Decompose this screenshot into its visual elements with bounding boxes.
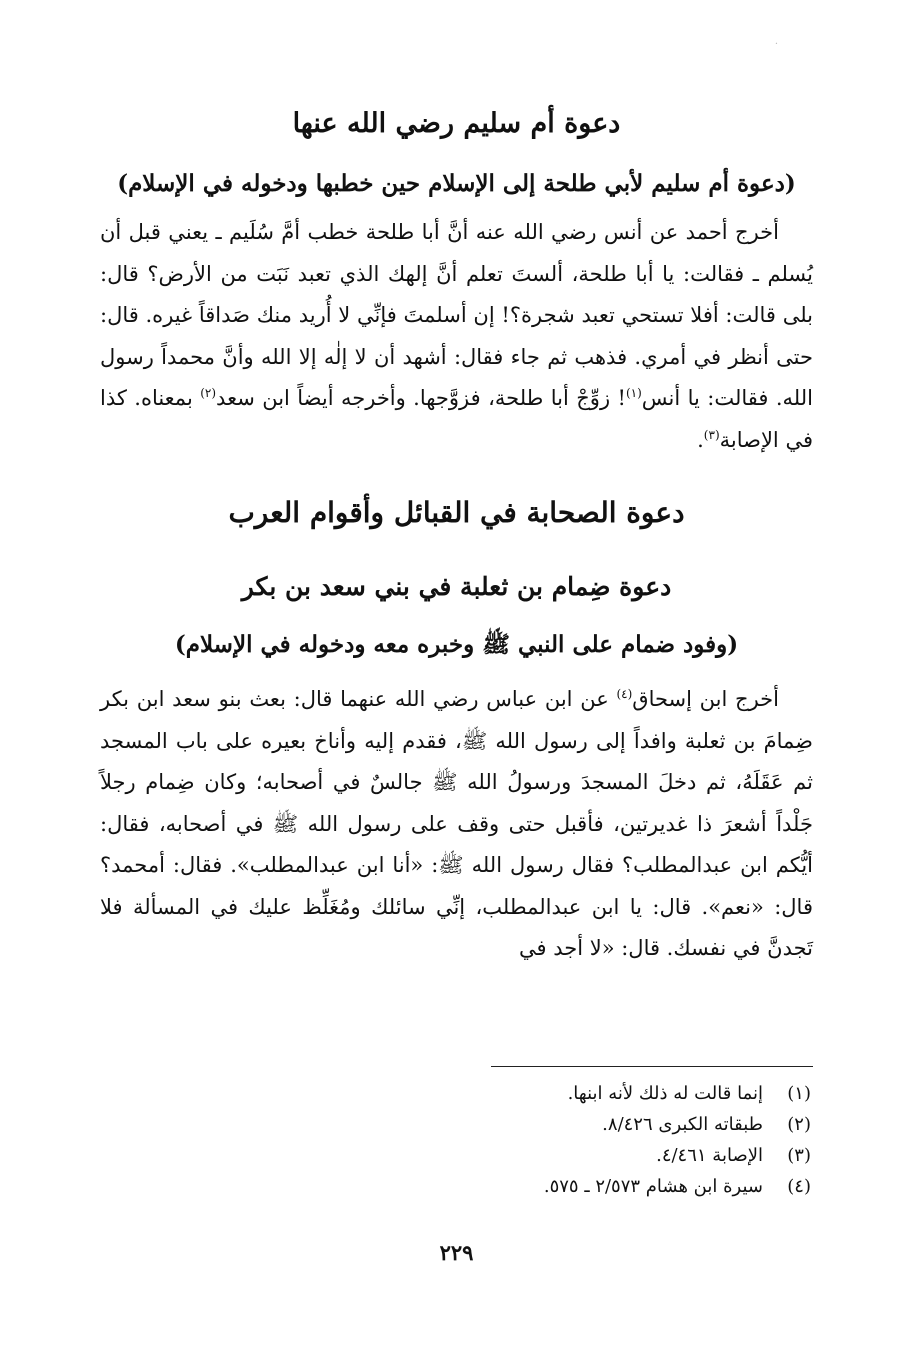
footnote-divider [491,1066,813,1067]
section-subtitle-dimam: (وفود ضمام على النبي ﷺ وخبره معه ودخوله في الإسلام) [174,631,739,658]
section-subtitle-umm-sulaym: (دعوة أم سليم لأبي طلحة إلى الإسلام حين خطبها ودخوله في الإسلام) [117,170,796,197]
footnote-text: إنما قالت له ذلك لأنه ابنها. [567,1083,763,1104]
footnotes-list [351,1078,811,1202]
footnote-item [351,1109,811,1140]
footnote-item [351,1140,811,1171]
section-title-umm-sulaym: دعوة أم سليم رضي الله عنها [292,108,621,139]
page-number: ٢٢٩ [439,1240,474,1265]
page-body [100,96,813,970]
footnote-number: (٢) [787,1114,811,1135]
footnote-number: (٤) [787,1176,811,1197]
section-title-companions-tribes: دعوة الصحابة في القبائل وأقوام العرب [228,496,685,529]
footnote-ref-4: (٤) [616,687,633,701]
footnote-text: طبقاته الكبرى ٨/٤٢٦. [602,1114,763,1135]
footnote-text: الإصابة ٤/٤٦١. [656,1145,763,1166]
footnote-text: سيرة ابن هشام ٢/٥٧٣ ـ ٥٧٥. [543,1176,763,1197]
footnote-ref-3: (٣) [703,427,720,442]
footnote-number: (١) [787,1083,811,1104]
paragraph-umm-sulaym: أخرج أحمد عن أنس رضي الله عنه أنَّ أبا طلحة خطب أمَّ سُلَيم ـ يعني قبل أن يُسلم ـ فقالت: يا أبا طلحة، ألستَ تعلم أنَّ إلهك الذي تعبد نَبَت من الأرض؟ قال: بلى قالت: أفلا تستحي تعبد شجرة؟! إن أسلمتَ فإنِّي لا أُريد منك صَداقاً غيره. قال: حتى أنظر في أمري. فذهب ثم جاء فقال: أشهد أن لا إلٰه إلا الله وأنَّ محمداً رسول الله. فقالت: يا أنس$^{(١)}$! زوِّجْ أبا طلحة، فزوَّجها. وأخرجه أيضاً ابن سعد$^{(٢)}$ بمعناه. كذا في الإصابة$^{(٣)}$. [100,220,813,452]
footnote-ref-2: (٢) [200,386,217,400]
footnote-ref-1: (١) [625,386,642,400]
section-title-dimam: دعوة ضِمام بن ثعلبة في بني سعد بن بكر [241,572,672,601]
footnote-item [351,1171,811,1202]
paragraph-dimam: أخرج ابن إسحاق$^{(٤)}$ عن ابن عباس رضي الله عنهما قال: بعث بنو سعد ابن بكر ضِمامَ بن ثعلبة وافداً إلى رسول الله ﷺ، فقدم إليه وأناخ بعيره على باب المسجد ثم عَقَلَهُ، ثم دخلَ المسجدَ ورسولُ الله ﷺ جالسٌ في أصحابه؛ وكان ضِمام رجلاً جَلْداً أشعرَ ذا غديرتين، فأقبل حتى وقف على رسول الله ﷺ في أصحابه، فقال: أيُّكم ابن عبدالمطلب؟ فقال رسول الله ﷺ: «أنا ابن عبدالمطلب». فقال: أمحمد؟ قال: «نعم». قال: يا ابن عبدالمطلب، إنِّي سائلك ومُغَلِّظ عليك في المسألة فلا تَجدنَّ في نفسك. قال: «لا أجد في [100,687,813,960]
footnote-number: (٣) [787,1145,811,1166]
scan-speck: · [774,39,778,50]
footnote-item [351,1078,811,1109]
